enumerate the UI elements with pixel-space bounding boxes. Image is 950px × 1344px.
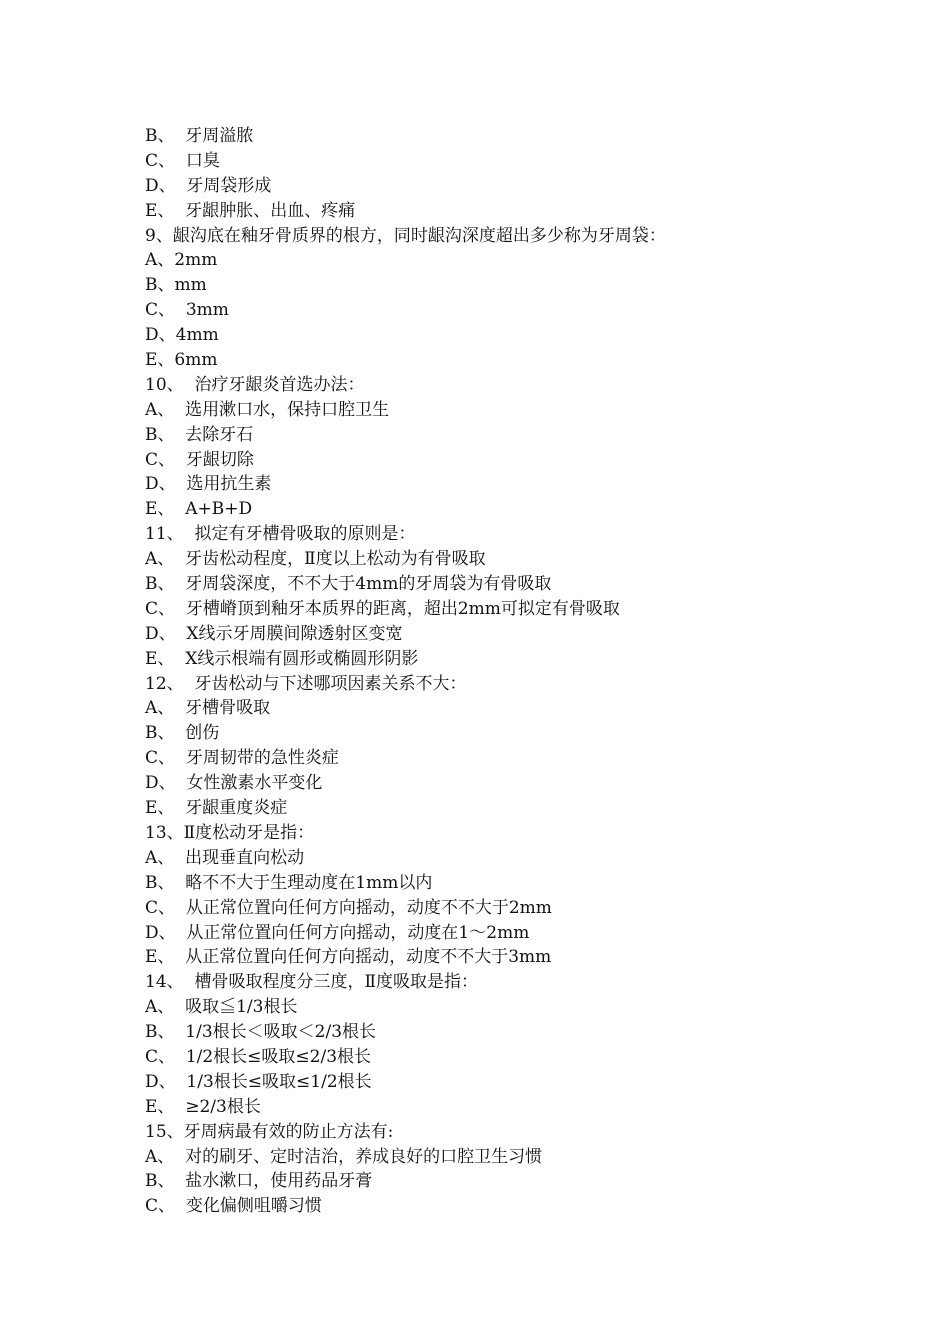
text-line: D、 选用抗生素 bbox=[145, 474, 272, 495]
text-line: A、 出现垂直向松动 bbox=[145, 847, 305, 868]
text-line: E、 X线示根端有圆形或椭圆形阴影 bbox=[145, 648, 419, 669]
text-line: C、 口臭 bbox=[145, 150, 220, 171]
text-line: 10、 治疗牙龈炎首选办法： bbox=[145, 374, 365, 395]
text-line: E、 ≥2/3根长 bbox=[145, 1096, 261, 1117]
text-line: E、 从正常位置向任何方向摇动，动度不不大于3mm bbox=[145, 947, 552, 968]
text-line: 14、 槽骨吸取程度分三度，Ⅱ度吸取是指： bbox=[145, 972, 478, 993]
text-line: B、 略不不大于生理动度在1mm以内 bbox=[145, 872, 433, 893]
text-line: D、 女性激素水平变化 bbox=[145, 773, 323, 794]
text-line: D、 X线示牙周膜间隙透射区变宽 bbox=[145, 623, 403, 644]
text-line: 13、Ⅱ度松动牙是指： bbox=[145, 822, 315, 843]
text-line: A、 吸取≦1/3根长 bbox=[145, 997, 298, 1018]
text-line: C、 牙周韧带的急性炎症 bbox=[145, 748, 339, 769]
question-text-block bbox=[145, 124, 905, 1219]
text-line: B、 去除牙石 bbox=[145, 424, 254, 445]
text-line: A、2mm bbox=[145, 250, 218, 271]
text-line: E、 牙龈重度炎症 bbox=[145, 798, 288, 819]
text-line: E、 A+B+D bbox=[145, 499, 253, 520]
text-line: C、 牙龈切除 bbox=[145, 449, 254, 470]
text-line: D、 牙周袋形成 bbox=[145, 175, 272, 196]
text-line: 9、龈沟底在釉牙骨质界的根方，同时龈沟深度超出多少称为牙周袋： bbox=[145, 225, 666, 246]
text-line: 15、牙周病最有效的防止方法有: bbox=[145, 1121, 394, 1142]
text-line: D、 1/3根长≤吸取≤1/2根长 bbox=[145, 1071, 372, 1092]
text-line: 12、 牙齿松动与下述哪项因素关系不大： bbox=[145, 673, 467, 694]
text-line: B、 1/3根长＜吸取＜2/3根长 bbox=[145, 1022, 377, 1043]
text-line: C、 从正常位置向任何方向摇动，动度不不大于2mm bbox=[145, 897, 552, 918]
text-line: B、mm bbox=[145, 275, 207, 296]
text-line: A、 选用漱口水，保持口腔卫生 bbox=[145, 399, 390, 420]
text-line: E、 牙龈肿胀、出血、疼痛 bbox=[145, 200, 356, 221]
text-line: B、 牙周袋深度，不不大于4mm的牙周袋为有骨吸取 bbox=[145, 574, 552, 595]
text-line: C、 牙槽嵴顶到釉牙本质界的距离，超出2mm可拟定有骨吸取 bbox=[145, 598, 620, 619]
text-line: 11、 拟定有牙槽骨吸取的原则是： bbox=[145, 524, 416, 545]
text-line: C、 1/2根长≤吸取≤2/3根长 bbox=[145, 1046, 372, 1067]
text-line: A、 对的刷牙、定时洁治，养成良好的口腔卫生习惯 bbox=[145, 1146, 543, 1167]
text-line: C、 变化偏侧咀嚼习惯 bbox=[145, 1196, 322, 1217]
text-line: D、 从正常位置向任何方向摇动，动度在1～2mm bbox=[145, 922, 530, 943]
text-line: B、 创伤 bbox=[145, 723, 220, 744]
text-line: C、 3mm bbox=[145, 300, 229, 321]
text-line: A、 牙齿松动程度，Ⅱ度以上松动为有骨吸取 bbox=[145, 549, 486, 570]
text-line: A、 牙槽骨吸取 bbox=[145, 698, 271, 719]
text-line: E、6mm bbox=[145, 350, 218, 371]
text-line: D、4mm bbox=[145, 325, 219, 346]
text-line: B、 盐水漱口，使用药品牙膏 bbox=[145, 1171, 373, 1192]
text-line: B、 牙周溢脓 bbox=[145, 126, 254, 146]
